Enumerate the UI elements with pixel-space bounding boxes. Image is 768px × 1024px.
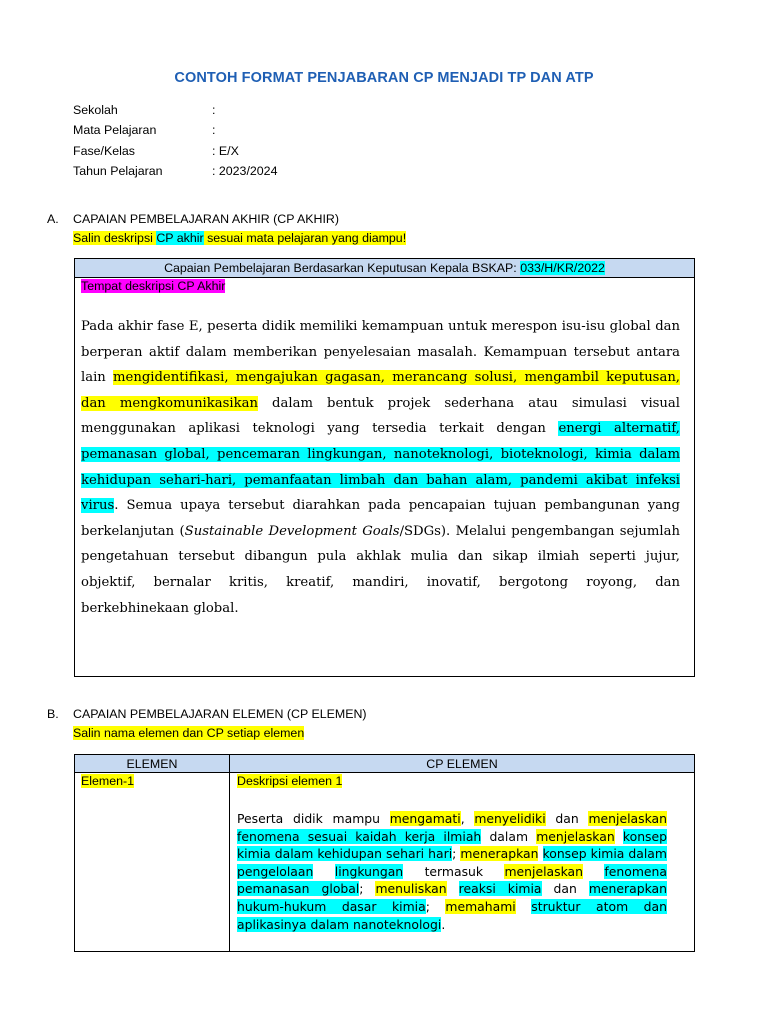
cp-elemen-text-segment	[516, 899, 532, 914]
cp-elemen-text-segment: menuliskan	[375, 881, 447, 897]
section-a-letter: A.	[47, 212, 59, 226]
cp-elemen-text-segment: menerapkan hukum-hukum dasar kimia	[237, 881, 667, 914]
element-desc-label-cell	[237, 774, 342, 788]
cp-elemen-paragraph	[237, 810, 667, 933]
cp-elemen-text-segment: fenomena sesuai kaidah kerja ilmiah	[237, 828, 482, 844]
section-a-title: CAPAIAN PEMBELAJARAN AKHIR (CP AKHIR)	[73, 212, 340, 226]
cp-akhir-text-segment: energi alternatif, pemanasan global, pencemaran lingkungan, nanoteknologi, bioteknologi, kimia dalam kehidupan sehari-hari, pemanfaatan limbah dan bahan alam, pandemi akibat infeksi virus	[81, 421, 680, 514]
cp-elemen-text-segment: dan	[541, 881, 589, 897]
cp-elemen-text-segment: ;	[452, 846, 461, 862]
cp-elemen-text-segment: dan	[545, 811, 589, 826]
info-value: :	[212, 103, 216, 117]
cp-elemen-text-segment	[538, 846, 542, 861]
cp-elemen-text-segment: ,	[460, 811, 475, 826]
cp-elemen-text-segment: konsep kimia dalam pengelolaan	[237, 846, 667, 879]
info-value: : 2023/2024	[212, 164, 278, 178]
info-label: Mata Pelajaran	[73, 123, 157, 137]
cp-akhir-table	[74, 258, 695, 677]
cp-elemen-text-segment: struktur atom dan aplikasinya dalam nanoteknologi	[237, 898, 667, 932]
cp-elemen-text-segment: reaksi kimia	[458, 881, 542, 897]
element-name: Elemen-1	[81, 774, 135, 788]
note-text: Salin deskripsi	[73, 231, 157, 245]
cp-akhir-text-segment: . Semua upaya tersebut diarahkan pada pencapaian tujuan pembangunan yang berkelanjutan (	[81, 498, 680, 539]
cp-akhir-text-segment: dalam bentuk projek sederhana atau simulasi visual menggunakan aplikasi teknologi yang tersedia terkait dengan	[81, 395, 681, 437]
table-header-text: Capaian Pembelajaran Berdasarkan Keputusan Kepala BSKAP:	[164, 261, 521, 275]
cp-akhir-place-label: Tempat deskripsi CP Akhir	[81, 279, 226, 293]
element-name-cell	[81, 774, 134, 788]
cp-elemen-text-segment	[313, 864, 334, 879]
info-label: Sekolah	[73, 103, 118, 117]
cp-elemen-text-segment: memahami	[445, 898, 516, 914]
cp-akhir-paragraph	[81, 314, 680, 621]
cp-akhir-table-header	[75, 259, 694, 278]
cp-elemen-text-segment: dalam	[481, 828, 537, 844]
cp-elemen-text-segment: menjelaskan	[588, 811, 667, 826]
cp-elemen-text-segment	[583, 864, 604, 879]
cp-elemen-text-segment: fenomena pemanasan global	[237, 863, 667, 897]
note-highlight: CP akhir	[156, 231, 204, 245]
section-b-note	[73, 726, 304, 740]
cp-elemen-text-segment: konsep kimia dalam kehidupan sehari hari	[237, 828, 667, 862]
cp-elemen-text-segment: termasuk	[403, 863, 505, 879]
section-b-title: CAPAIAN PEMBELAJARAN ELEMEN (CP ELEMEN)	[73, 707, 367, 721]
cp-elemen-table	[74, 754, 695, 952]
cp-akhir-text-segment: Sustainable Development Goals	[184, 523, 400, 539]
cp-elemen-text-segment: ;	[359, 881, 376, 897]
col-header-cp-elemen: CP ELEMEN	[230, 755, 694, 773]
cp-elemen-text-segment	[447, 881, 459, 896]
column-divider	[229, 773, 230, 951]
info-label: Fase/Kelas	[73, 144, 135, 158]
cp-elemen-text-segment: mengamati	[389, 811, 461, 826]
document-title: CONTOH FORMAT PENJABARAN CP MENJADI TP DAN ATP	[174, 70, 594, 86]
info-label: Tahun Pelajaran	[73, 164, 163, 178]
col-header-elemen: ELEMEN	[75, 755, 230, 773]
element-desc-label: Deskripsi elemen 1	[237, 774, 343, 788]
cp-elemen-text-segment: ;	[425, 898, 446, 914]
cp-elemen-text-segment: Peserta didik mampu	[237, 811, 390, 826]
cp-elemen-text-segment: menyelidiki	[474, 811, 546, 826]
cp-elemen-text-segment: lingkungan	[334, 863, 404, 879]
cp-akhir-text-segment: mengidentifikasi, mengajukan gagasan, merancang solusi, mengambil keputusan, dan mengkomunikasikan	[81, 370, 681, 411]
cp-elemen-text-segment: menjelaskan	[536, 828, 615, 844]
cp-elemen-text-segment: .	[441, 916, 446, 932]
cp-elemen-text-segment	[615, 829, 623, 844]
note-text: sesuai mata pelajaran yang diampu!	[203, 231, 407, 245]
section-a-note	[73, 231, 406, 245]
cp-akhir-text-segment: /SDGs). Melalui pengembangan sejumlah pengetahuan tersebut dibangun pula akhlak mulia dan sikap ilmiah seperti jujur, objektif, bernalar kritis, kreatif, mandiri, inovatif, bergotong royong, dan berkebhinekaan global.	[81, 523, 680, 616]
info-value: : E/X	[212, 144, 239, 158]
cp-akhir-text-segment: Pada akhir fase E, peserta didik memiliki kemampuan untuk merespon isu-isu global dan berperan aktif dalam memberikan penyelesaian masalah. Kemampuan tersebut antara lain	[81, 319, 680, 386]
info-value: :	[212, 123, 216, 137]
cp-elemen-text-segment: menjelaskan	[504, 863, 583, 879]
note-text: Salin nama elemen dan CP setiap elemen	[73, 726, 305, 740]
cp-elemen-text-segment: menerapkan	[460, 846, 539, 862]
section-b-letter: B.	[47, 707, 59, 721]
table-header-decree: 033/H/KR/2022	[520, 261, 605, 275]
